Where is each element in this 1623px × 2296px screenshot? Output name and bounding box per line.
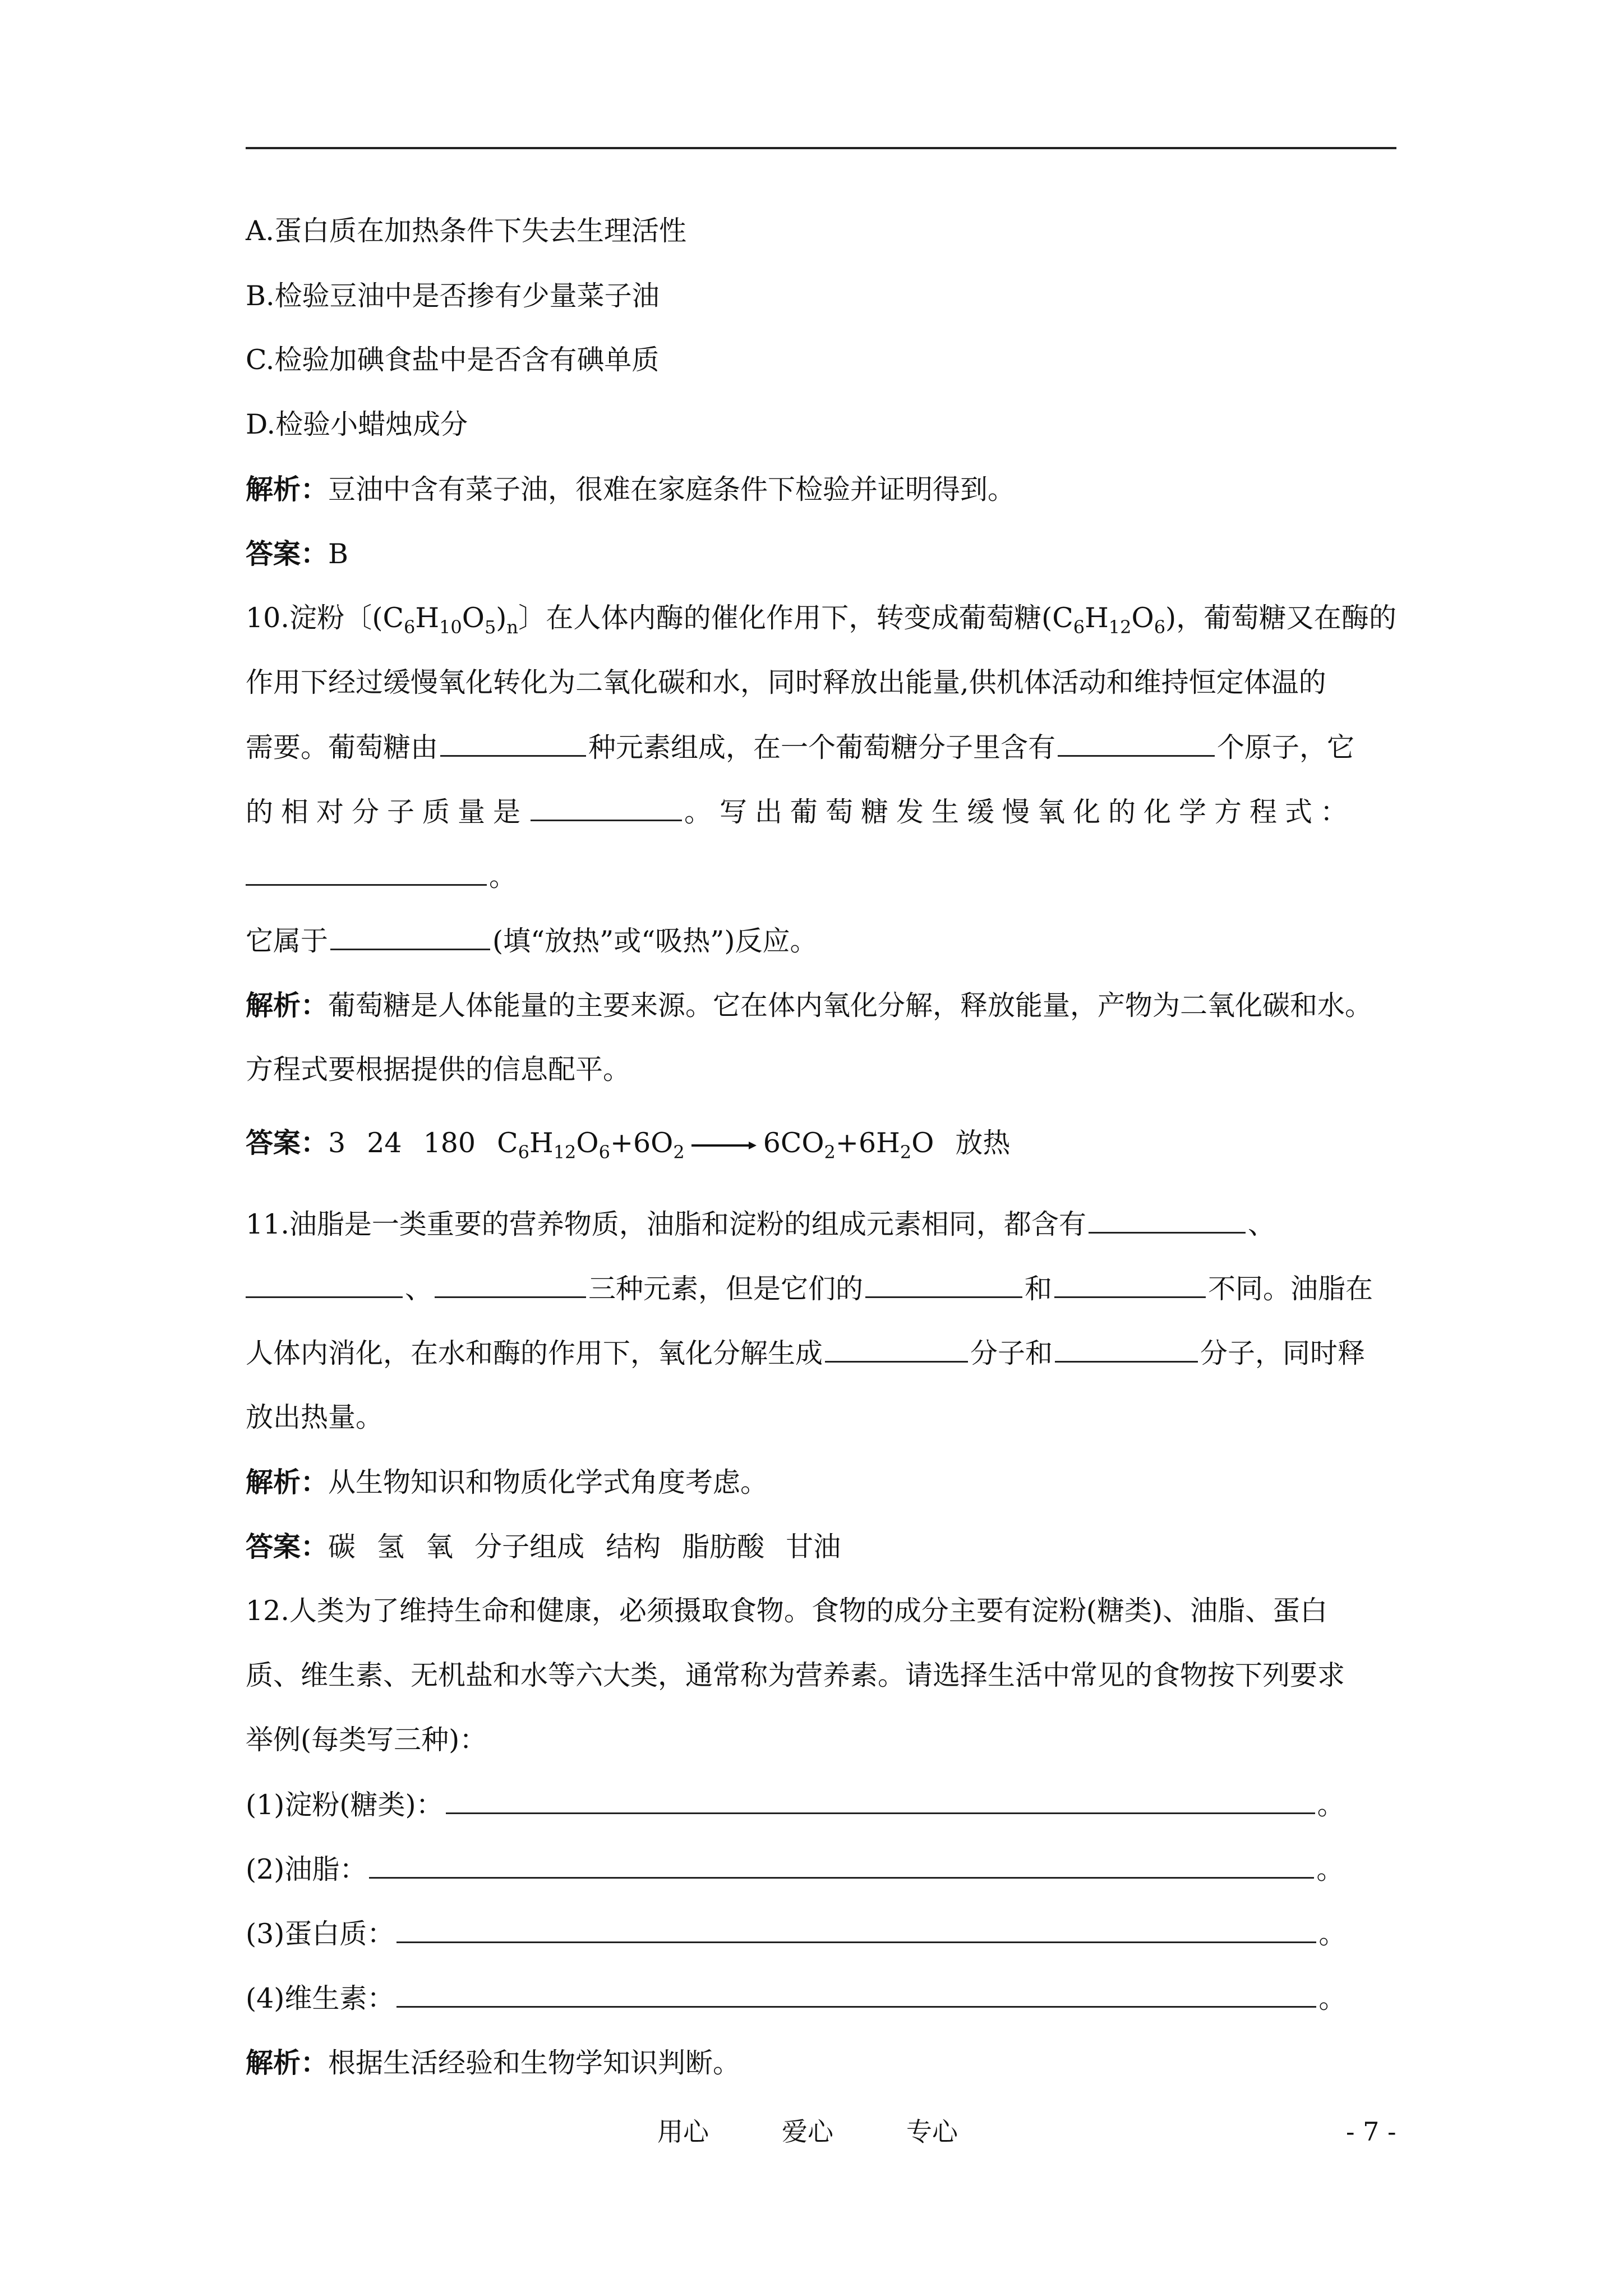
subscript: 2 <box>673 1141 685 1163</box>
footer-word: 专心 <box>906 2116 958 2147</box>
q12-line-2: 质、维生素、无机盐和水等六大类，通常称为营养素。请选择生活中常见的食物按下列要求 <box>246 1659 1345 1691</box>
text: )，葡萄糖又在酶的 <box>1165 602 1396 634</box>
answer-label: 答案： <box>246 1530 329 1563</box>
answer-value: 24 <box>367 1127 402 1159</box>
q12-item-4 <box>246 1980 1396 2017</box>
analysis-text: 葡萄糖是人体能量的主要来源。它在体内氧化分解，释放能量，产物为二氧化碳和水。 <box>328 990 1373 1022</box>
answer-blank[interactable] <box>446 1787 1315 1814</box>
analysis-text: 从生物知识和物质化学式角度考虑。 <box>328 1466 768 1498</box>
subscript: n <box>506 616 519 638</box>
answer-blank[interactable] <box>396 1916 1316 1943</box>
answer-text: B <box>328 538 349 570</box>
q10-line-3 <box>246 729 1396 766</box>
answer-blank[interactable] <box>369 1851 1314 1879</box>
subscript: 12 <box>553 1141 577 1163</box>
footer-word: 爱心 <box>782 2116 833 2147</box>
q11-line-3 <box>246 1335 1396 1372</box>
answer-value: 甘油 <box>786 1531 841 1563</box>
analysis-text: 豆油中含有菜子油，很难在家庭条件下检验并证明得到。 <box>328 473 1016 505</box>
answer-value: 脂肪酸 <box>682 1531 765 1563</box>
q10-answer <box>246 1125 1396 1161</box>
text: 分子和 <box>970 1337 1053 1369</box>
text: 三种元素，但是它们的 <box>588 1273 864 1305</box>
text: 11.油脂是一类重要的营养物质，油脂和淀粉的组成元素相同，都含有 <box>246 1208 1086 1240</box>
option-c: C.检验加碘食盐中是否含有碘单质 <box>246 344 660 376</box>
text: 它属于 <box>246 925 329 957</box>
q12-item-2 <box>246 1851 1396 1888</box>
text: ) <box>496 602 507 634</box>
subscript: 6 <box>403 616 416 638</box>
text: 。 <box>1316 1853 1344 1885</box>
header-rule <box>246 147 1396 149</box>
text: O <box>911 1127 934 1159</box>
answer-value: 180 <box>423 1127 476 1159</box>
subscript: 6 <box>1073 616 1085 638</box>
q11-analysis <box>246 1464 1396 1501</box>
text: O <box>462 602 485 634</box>
answer-value: 氢 <box>377 1531 405 1563</box>
text: 10.淀粉〔(C <box>246 602 404 634</box>
text: 个原子，它 <box>1217 731 1355 763</box>
option-a: A.蛋白质在加热条件下失去生理活性 <box>246 215 686 247</box>
answer-blank[interactable] <box>1055 1335 1198 1363</box>
option-b: B.检验豆油中是否掺有少量菜子油 <box>246 280 660 312</box>
text: 的相对分子质量是 <box>246 796 529 828</box>
answer-blank[interactable] <box>435 1271 586 1298</box>
reaction-arrow-icon <box>690 1140 758 1151</box>
q10-line-2: 作用下经过缓慢氧化转化为二氧化碳和水，同时释放出能量,供机体活动和维持恒定体温的 <box>246 666 1326 698</box>
answer-blank[interactable] <box>1054 1271 1206 1298</box>
text: 不同。油脂在 <box>1208 1273 1373 1305</box>
answer-blank[interactable] <box>531 794 682 821</box>
text: 〕在人体内酶的催化作用下，转变成葡萄糖(C <box>518 602 1073 634</box>
q10-line-1 <box>246 600 1396 636</box>
text: 和 <box>1025 1273 1053 1305</box>
text: 需要。葡萄糖由 <box>246 731 439 763</box>
answer-blank[interactable] <box>246 1271 403 1298</box>
q11-line-1 <box>246 1206 1396 1243</box>
text: O <box>1131 602 1154 634</box>
answer-value: 结构 <box>606 1531 661 1563</box>
text: H <box>529 1127 554 1159</box>
q9-answer <box>246 536 1396 572</box>
text: 6CO <box>763 1127 824 1159</box>
text: C <box>497 1127 518 1159</box>
answer-blank[interactable] <box>330 923 490 950</box>
q10-line-4 <box>246 794 1396 830</box>
footer-slogan <box>657 2115 958 2148</box>
analysis-label: 解析： <box>246 1466 329 1498</box>
answer-blank[interactable] <box>440 729 586 757</box>
text: 。写出葡萄糖发生缓慢氧化的化学方程式： <box>684 796 1356 828</box>
text: (1)淀粉(糖类)： <box>246 1789 444 1821</box>
text: (4)维生素： <box>246 1982 395 2014</box>
subscript: 6 <box>518 1141 529 1163</box>
subscript: 2 <box>824 1141 836 1163</box>
q10-analysis-2: 方程式要根据提供的信息配平。 <box>246 1053 631 1085</box>
analysis-label: 解析： <box>246 2046 329 2079</box>
q11-line-2 <box>246 1271 1396 1307</box>
text: 分子，同时释 <box>1200 1337 1366 1369</box>
q10-line-6 <box>246 923 1396 959</box>
answer-value: 3 <box>328 1127 346 1159</box>
text: 种元素组成，在一个葡萄糖分子里含有 <box>588 731 1056 763</box>
analysis-label: 解析： <box>246 473 329 505</box>
option-d: D.检验小蜡烛成分 <box>246 408 468 440</box>
q12-item-1 <box>246 1787 1396 1823</box>
answer-label: 答案： <box>246 537 329 570</box>
q9-analysis <box>246 471 1396 508</box>
text: 。 <box>489 861 517 892</box>
answer-value: 碳 <box>328 1531 356 1563</box>
text: 、 <box>1247 1208 1275 1240</box>
subscript: 5 <box>484 616 496 638</box>
q10-line-5 <box>246 858 1396 895</box>
subscript: 6 <box>598 1141 610 1163</box>
q11-answer <box>246 1529 1396 1565</box>
subscript: 12 <box>1108 616 1132 638</box>
analysis-label: 解析： <box>246 989 329 1022</box>
answer-label: 答案： <box>246 1126 329 1159</box>
answer-blank[interactable] <box>396 1980 1316 2008</box>
subscript: 6 <box>1154 616 1166 638</box>
footer-word: 用心 <box>657 2116 709 2147</box>
text: 。 <box>1318 1982 1347 2014</box>
text: H <box>415 602 440 634</box>
text: (3)蛋白质： <box>246 1918 395 1950</box>
answer-blank[interactable] <box>1089 1206 1246 1234</box>
text: +6H <box>835 1127 900 1159</box>
analysis-text: 根据生活经验和生物学知识判断。 <box>328 2047 741 2079</box>
page-number: - 7 - <box>1346 2116 1396 2147</box>
answer-blank[interactable] <box>825 1335 968 1363</box>
subscript: 2 <box>900 1141 912 1163</box>
text: (填“放热”或“吸热”)反应。 <box>492 925 818 957</box>
text: H <box>1085 602 1109 634</box>
q12-line-1: 12.人类为了维持生命和健康，必须摄取食物。食物的成分主要有淀粉(糖类)、油脂、蛋白 <box>246 1595 1328 1627</box>
text: +6O <box>610 1127 674 1159</box>
q12-item-3 <box>246 1916 1396 1952</box>
q11-line-4: 放出热量。 <box>246 1401 384 1433</box>
answer-blank[interactable] <box>1058 729 1215 757</box>
text: (2)油脂： <box>246 1853 367 1885</box>
answer-value: 氧 <box>426 1531 454 1563</box>
subscript: 10 <box>439 616 462 638</box>
text: 、 <box>405 1273 433 1305</box>
answer-blank[interactable] <box>865 1271 1022 1298</box>
q12-analysis <box>246 2045 1396 2081</box>
text: 人体内消化，在水和酶的作用下，氧化分解生成 <box>246 1337 823 1369</box>
answer-blank[interactable] <box>246 858 487 886</box>
q12-line-3: 举例(每类写三种)： <box>246 1724 487 1756</box>
text: O <box>576 1127 599 1159</box>
q10-analysis <box>246 987 1396 1024</box>
text: 。 <box>1318 1918 1347 1950</box>
answer-value: 分子组成 <box>474 1531 585 1563</box>
text: 。 <box>1317 1789 1345 1821</box>
answer-value: 放热 <box>955 1127 1011 1159</box>
